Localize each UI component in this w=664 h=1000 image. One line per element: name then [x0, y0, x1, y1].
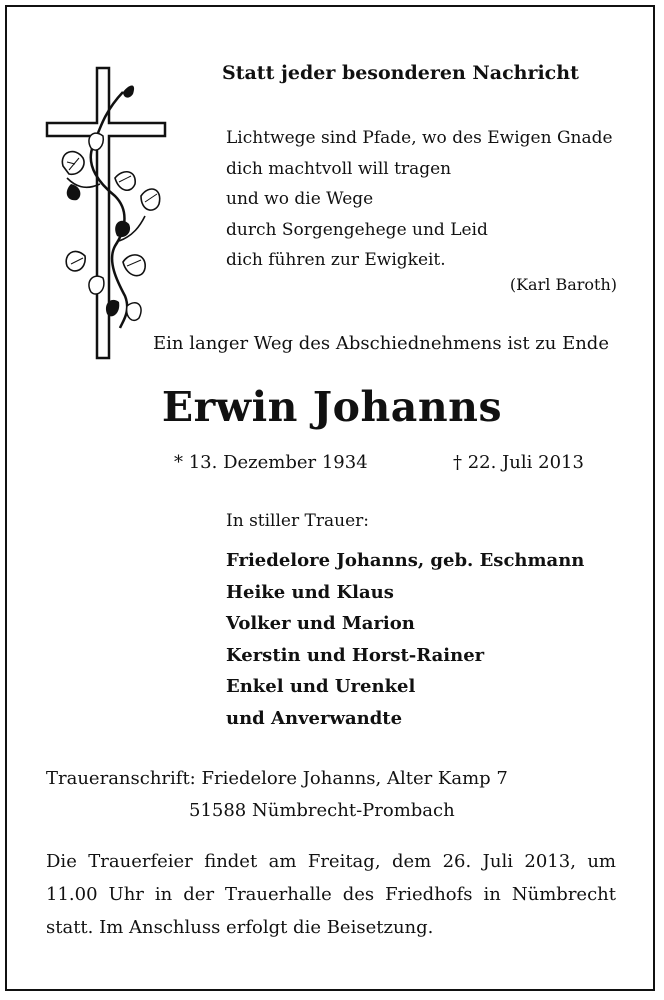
poem-line: dich machtvoll will tragen — [226, 158, 452, 179]
poem-line: dich führen zur Ewigkeit. — [226, 250, 446, 270]
death-date: † 22. Juli 2013 — [453, 452, 584, 473]
deceased-name: Erwin Johanns — [161, 383, 503, 431]
mourner: Friedelore Johanns, geb. Eschmann — [226, 550, 585, 571]
mourners-list — [226, 545, 584, 735]
poem-line: und wo die Wege — [226, 189, 374, 209]
address-line-2: 51588 Nümbrecht-Prombach — [189, 800, 455, 821]
ceremony-text: Die Trauerfeier findet am Freitag, dem 26. Juli 2013, um 11.00 Uhr in der Trauerhalle des Friedhofs in Nümbrecht statt. Im Anschluss erfolgt die Beisetzung. — [46, 851, 616, 938]
mourner: Heike und Klaus — [226, 581, 394, 603]
mourner: und Anverwandte — [226, 707, 403, 729]
mourner: Kerstin und Horst-Rainer — [226, 644, 485, 666]
intro-line: Ein langer Weg des Abschiednehmens ist zu Ende — [153, 333, 609, 354]
mourner: Enkel und Urenkel — [226, 676, 416, 698]
cross-with-ivy-icon — [45, 66, 170, 362]
poem-line: durch Sorgengehege und Leid — [226, 219, 488, 240]
birth-date: * 13. Dezember 1934 — [174, 452, 368, 473]
notice-heading: Statt jeder besonderen Nachricht — [222, 62, 579, 84]
poem-line: Lichtwege sind Pfade, wo des Ewigen Gnade — [226, 128, 613, 148]
poem — [226, 123, 613, 276]
address-line-1: Traueranschrift: Friedelore Johanns, Alter Kamp 7 — [46, 768, 508, 789]
poem-author: (Karl Baroth) — [509, 275, 617, 294]
mourning-label: In stiller Trauer: — [226, 511, 369, 531]
mourner: Volker und Marion — [226, 613, 415, 635]
